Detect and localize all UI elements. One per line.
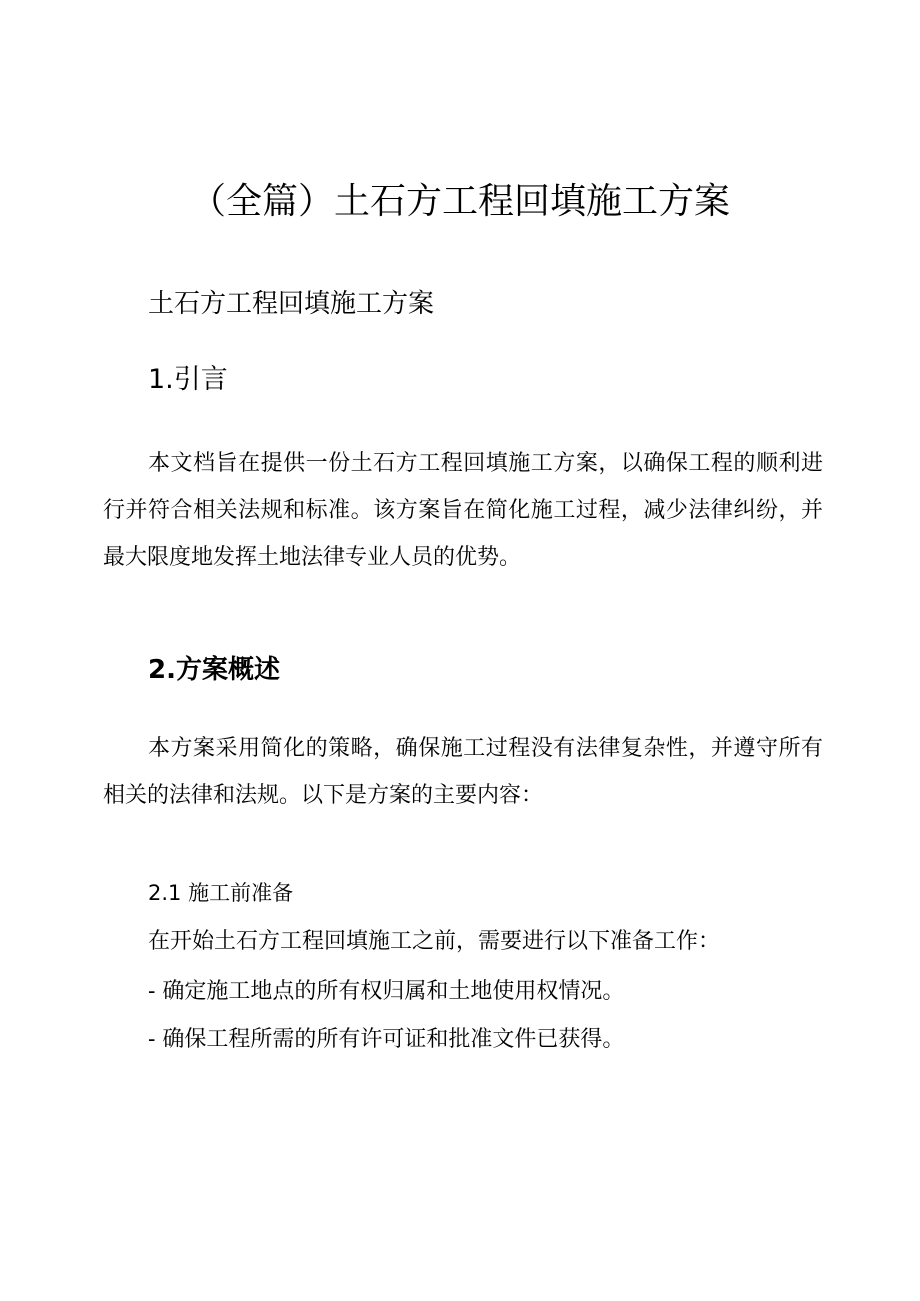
section-2-paragraph: 本方案采用简化的策略，确保施工过程没有法律复杂性，并遵守所有相关的法律和法规。以下是方案的主要内容：	[103, 736, 823, 808]
list-item: - 确定施工地点的所有权归属和土地使用权情况。	[148, 979, 625, 1004]
section-2-heading: 2.方案概述	[148, 655, 280, 685]
section-2-1-intro: 在开始土石方工程回填施工之前，需要进行以下准备工作：	[148, 929, 721, 954]
document-title: （全篇）土石方工程回填施工方案	[189, 181, 730, 222]
section-1-heading: 1.引言	[148, 364, 228, 395]
section-1-paragraph: 本文档旨在提供一份土石方工程回填施工方案，以确保工程的顺利进行并符合相关法规和标准。该方案旨在简化施工过程，减少法律纠纷，并最大限度地发挥土地法律专业人员的优势。	[103, 451, 823, 570]
list-item: - 确保工程所需的所有许可证和批准文件已获得。	[148, 1027, 625, 1052]
document-subtitle: 土石方工程回填施工方案	[148, 289, 435, 319]
section-2-1-heading: 2.1 施工前准备	[148, 881, 294, 905]
